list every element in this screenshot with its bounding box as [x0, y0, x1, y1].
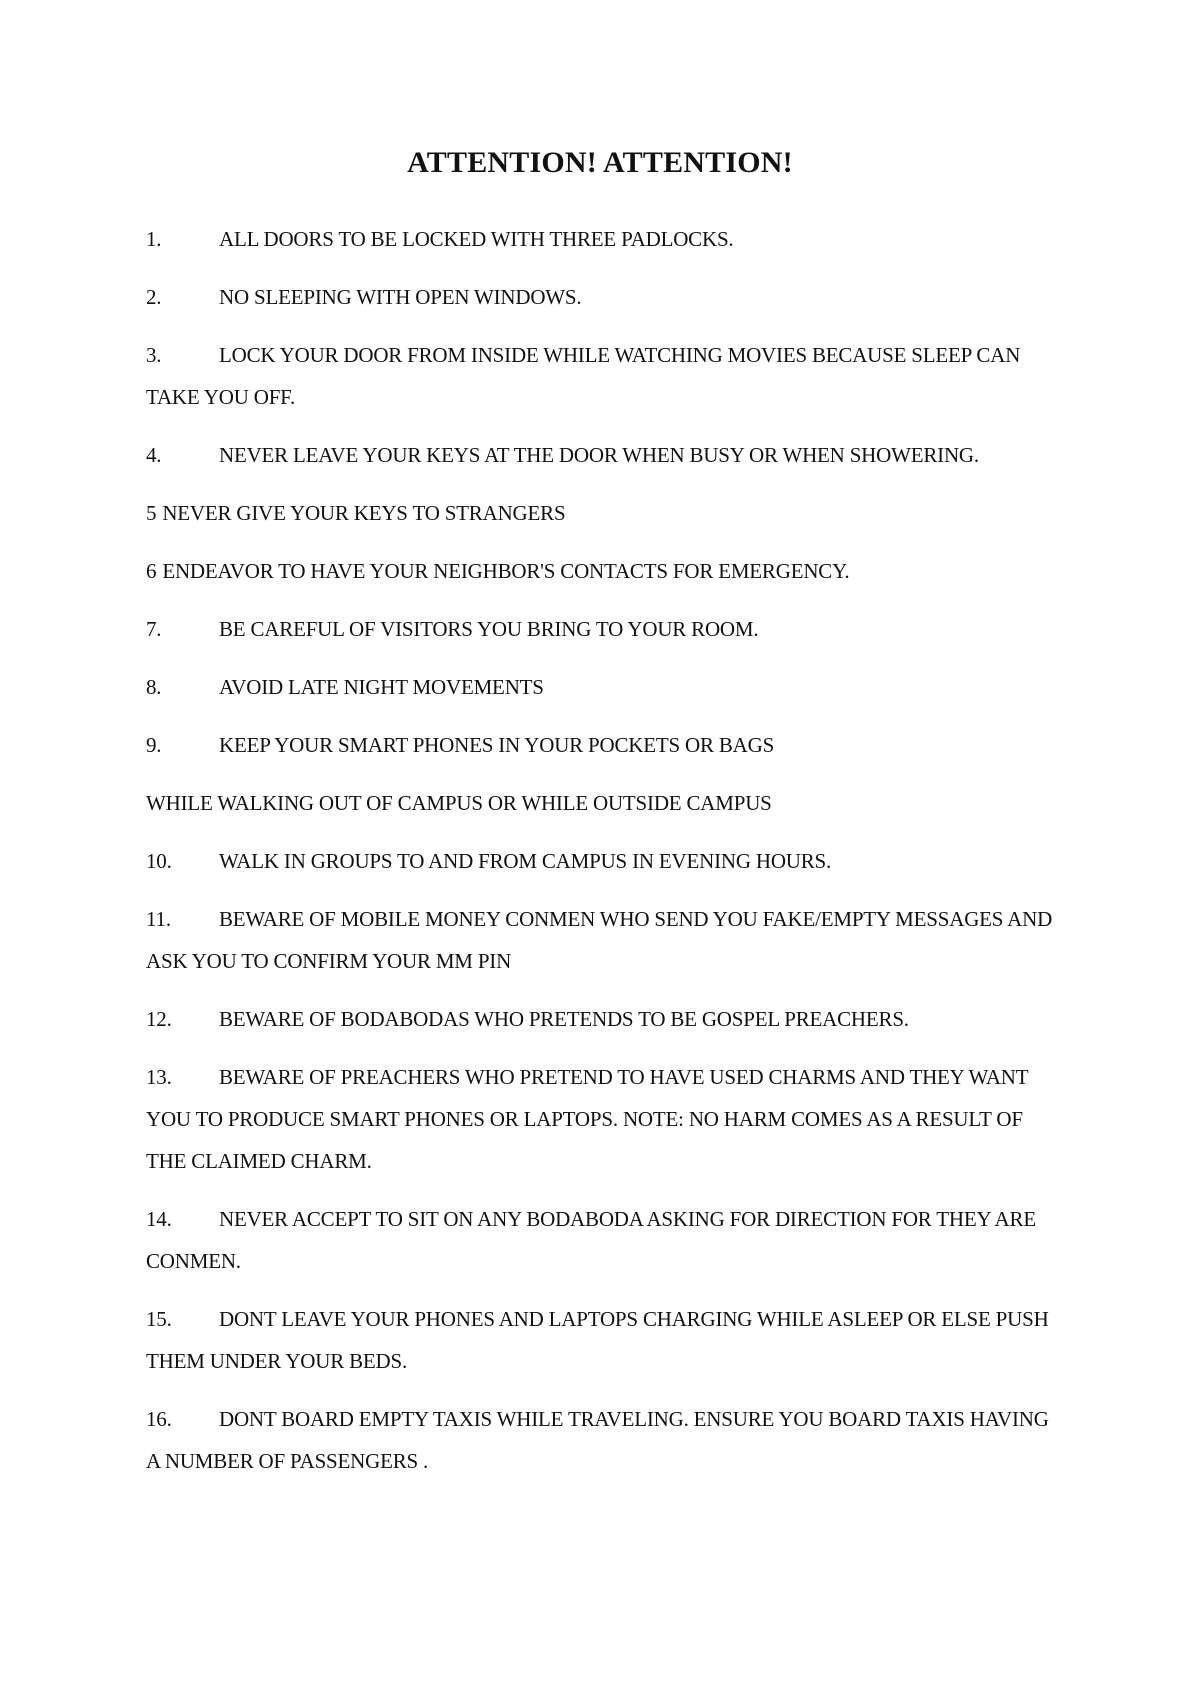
item-number: 11.: [146, 907, 171, 931]
rules-list: [146, 218, 1066, 1498]
item-text: NEVER LEAVE YOUR KEYS AT THE DOOR WHEN BUSY OR WHEN SHOWERING.: [219, 443, 979, 467]
item-text: BEWARE OF MOBILE MONEY CONMEN WHO SEND YOU FAKE/EMPTY MESSAGES AND ASK YOU TO CONFIRM YOUR MM PIN: [146, 907, 1053, 973]
item-text: WALK IN GROUPS TO AND FROM CAMPUS IN EVENING HOURS.: [219, 849, 832, 873]
item-text: DONT LEAVE YOUR PHONES AND LAPTOPS CHARGING WHILE ASLEEP OR ELSE PUSH THEM UNDER YOUR BEDS.: [146, 1307, 1049, 1373]
item-text: AVOID LATE NIGHT MOVEMENTS: [219, 675, 544, 699]
list-item: [146, 724, 1066, 766]
list-item: [146, 666, 1066, 708]
list-item: [146, 218, 1066, 260]
list-item: [146, 840, 1066, 882]
item-text: LOCK YOUR DOOR FROM INSIDE WHILE WATCHING MOVIES BECAUSE SLEEP CAN TAKE YOU OFF.: [146, 343, 1021, 409]
item-number: 7.: [146, 617, 162, 641]
item-number: 3.: [146, 343, 162, 367]
list-item: [146, 1198, 1066, 1282]
item-number: 2.: [146, 285, 162, 309]
list-item: [146, 1056, 1066, 1182]
list-item: [146, 276, 1066, 318]
list-item: [146, 1398, 1066, 1482]
item-text: KEEP YOUR SMART PHONES IN YOUR POCKETS OR BAGS: [219, 733, 775, 757]
list-item-continuation: [146, 782, 1066, 824]
item-number: 12.: [146, 1007, 172, 1031]
item-text: BEWARE OF PREACHERS WHO PRETEND TO HAVE USED CHARMS AND THEY WANT YOU TO PRODUCE SMART PHONES OR LAPTOPS. NOTE: NO HARM COMES AS A RESULT OF THE CLAIMED CHARM.: [146, 1065, 1029, 1173]
item-number: 10.: [146, 849, 172, 873]
item-number: 14.: [146, 1207, 172, 1231]
item-text: NEVER GIVE YOUR KEYS TO STRANGERS: [162, 501, 566, 525]
page-title: ATTENTION! ATTENTION!: [407, 146, 793, 179]
item-number: 6: [146, 559, 157, 583]
list-item: [146, 492, 1066, 534]
list-item: [146, 608, 1066, 650]
item-number: 5: [146, 501, 157, 525]
item-text: BE CAREFUL OF VISITORS YOU BRING TO YOUR ROOM.: [219, 617, 759, 641]
list-item: [146, 334, 1066, 418]
list-item: [146, 550, 1066, 592]
list-item: [146, 998, 1066, 1040]
item-number: 9.: [146, 733, 162, 757]
item-text: NO SLEEPING WITH OPEN WINDOWS.: [219, 285, 582, 309]
item-text: WHILE WALKING OUT OF CAMPUS OR WHILE OUTSIDE CAMPUS: [146, 791, 772, 815]
list-item: [146, 1298, 1066, 1382]
item-text: NEVER ACCEPT TO SIT ON ANY BODABODA ASKING FOR DIRECTION FOR THEY ARE CONMEN.: [146, 1207, 1036, 1273]
item-text: BEWARE OF BODABODAS WHO PRETENDS TO BE GOSPEL PREACHERS.: [219, 1007, 909, 1031]
item-number: 4.: [146, 443, 162, 467]
list-item: [146, 898, 1066, 982]
item-number: 16.: [146, 1407, 172, 1431]
item-number: 8.: [146, 675, 162, 699]
item-text: ENDEAVOR TO HAVE YOUR NEIGHBOR'S CONTACTS FOR EMERGENCY.: [162, 559, 850, 583]
item-number: 13.: [146, 1065, 172, 1089]
item-text: ALL DOORS TO BE LOCKED WITH THREE PADLOCKS.: [219, 227, 734, 251]
item-number: 15.: [146, 1307, 172, 1331]
list-item: [146, 434, 1066, 476]
item-number: 1.: [146, 227, 162, 251]
item-text: DONT BOARD EMPTY TAXIS WHILE TRAVELING. ENSURE YOU BOARD TAXIS HAVING A NUMBER OF PASSENGERS .: [146, 1407, 1049, 1473]
